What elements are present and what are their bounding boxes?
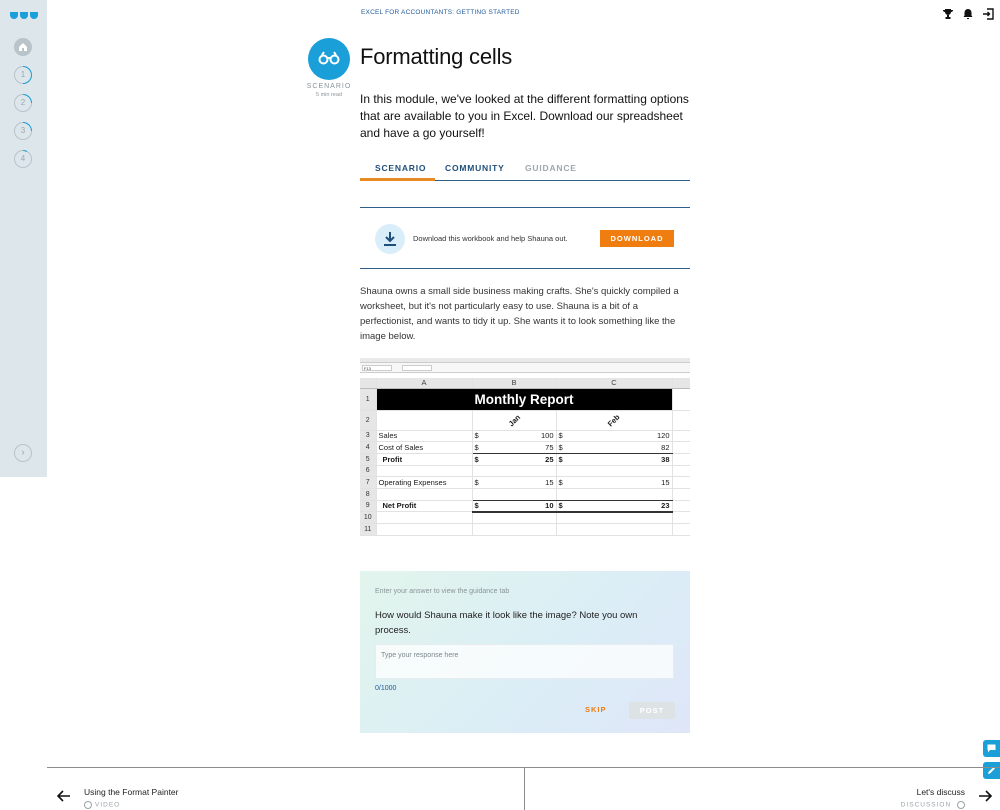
active-tab-indicator: [360, 178, 435, 181]
table-row: 10: [360, 512, 690, 524]
sheet-grid: [360, 378, 690, 536]
page-title: Formatting cells: [360, 44, 513, 69]
month-label: Feb: [606, 412, 622, 428]
step-3[interactable]: [14, 122, 32, 140]
chat-button[interactable]: [983, 740, 1000, 757]
step-label: 1: [20, 70, 26, 79]
table-row: 3 Sales $ 100 $ 120: [360, 430, 690, 442]
intro-text: In this module, we've looked at the different formatting options that are available to you in Excel. Download our spreadsheet and have a go yourself!: [360, 92, 689, 140]
arrow-left-icon[interactable]: [57, 790, 71, 802]
answer-question: How would Shauna make it look like the image? Note you own process.: [375, 610, 638, 636]
download-panel: [360, 207, 690, 269]
badge-label: SCENARIO: [306, 83, 352, 90]
post-button[interactable]: POST: [629, 702, 675, 719]
tab-scenario[interactable]: SCENARIO: [375, 163, 427, 173]
step-label: 4: [20, 154, 26, 163]
table-row: 7 Operating Expenses $ 15 $ 15: [360, 477, 690, 489]
step-2[interactable]: [14, 94, 32, 112]
breadcrumb[interactable]: EXCEL FOR ACCOUNTANTS: GETTING STARTED: [361, 9, 520, 16]
next-lesson-title[interactable]: Let's discuss: [916, 787, 965, 797]
table-row: 6: [360, 465, 690, 477]
formula-input: [402, 365, 432, 371]
spreadsheet-image: [360, 358, 690, 538]
col-header: C: [556, 378, 672, 388]
tab-community[interactable]: COMMUNITY: [445, 163, 505, 173]
table-row: 8: [360, 488, 690, 500]
col-header: A: [376, 378, 472, 388]
download-text: Download this workbook and help Shauna out.: [413, 234, 568, 243]
arrow-right-icon[interactable]: [978, 790, 992, 802]
home-button[interactable]: [14, 38, 32, 56]
previous-lesson-type: VIDEO: [84, 801, 120, 809]
table-row: 4 Cost of Sales $ 75 $ 82: [360, 442, 690, 454]
next-lesson-type: DISCUSSION: [901, 801, 965, 809]
row-number: 2: [360, 410, 376, 430]
download-icon: [375, 224, 405, 254]
col-header: B: [472, 378, 556, 388]
previous-lesson-title[interactable]: Using the Format Painter: [84, 787, 179, 797]
month-label: Jan: [506, 412, 522, 428]
name-box: F13: [362, 365, 392, 371]
row-number: 1: [360, 388, 376, 410]
home-icon: [18, 42, 28, 52]
logout-icon[interactable]: [982, 7, 994, 19]
video-icon: [84, 801, 92, 809]
answer-hint: Enter your answer to view the guidance tab: [375, 588, 510, 595]
character-counter: 0/1000: [375, 685, 397, 692]
badge-duration: 5 min read: [316, 92, 342, 98]
table-row: 9 Net Profit $ 10 $ 23: [360, 500, 690, 512]
skip-button[interactable]: SKIP: [585, 705, 607, 714]
download-button[interactable]: DOWNLOAD: [600, 230, 674, 247]
step-1[interactable]: [14, 66, 32, 84]
formula-bar: [360, 363, 690, 373]
answer-panel: [360, 571, 690, 733]
step-4[interactable]: [14, 150, 32, 168]
trophy-icon[interactable]: [942, 7, 954, 19]
scenario-story: Shauna owns a small side business making crafts. She's quickly compiled a worksheet, but it's not particularly easy to use. Shauna is a bit of a perfectionist, and wants to tidy it up. She wants it to look something like the image below.: [360, 286, 679, 342]
report-title: Monthly Report: [376, 388, 672, 410]
nav-divider: [524, 768, 525, 810]
bell-icon[interactable]: [962, 7, 974, 19]
step-label: 3: [20, 126, 26, 135]
sidebar: [0, 0, 47, 477]
binoculars-icon: [318, 51, 340, 65]
top-icons: [942, 7, 994, 19]
table-row: 5 Profit $ 25 $ 38: [360, 453, 690, 465]
response-input[interactable]: Type your response here: [375, 644, 674, 679]
table-row: 11: [360, 524, 690, 536]
chat-icon: [987, 744, 996, 753]
expand-sidebar-button[interactable]: ›: [14, 444, 32, 462]
discussion-icon: [957, 801, 965, 809]
scenario-badge: [308, 38, 350, 80]
step-label: 2: [20, 98, 26, 107]
brand-logo[interactable]: [10, 12, 38, 19]
bottom-navigation: [47, 767, 1000, 810]
tab-bar: [360, 159, 690, 181]
tab-guidance[interactable]: GUIDANCE: [525, 163, 577, 173]
